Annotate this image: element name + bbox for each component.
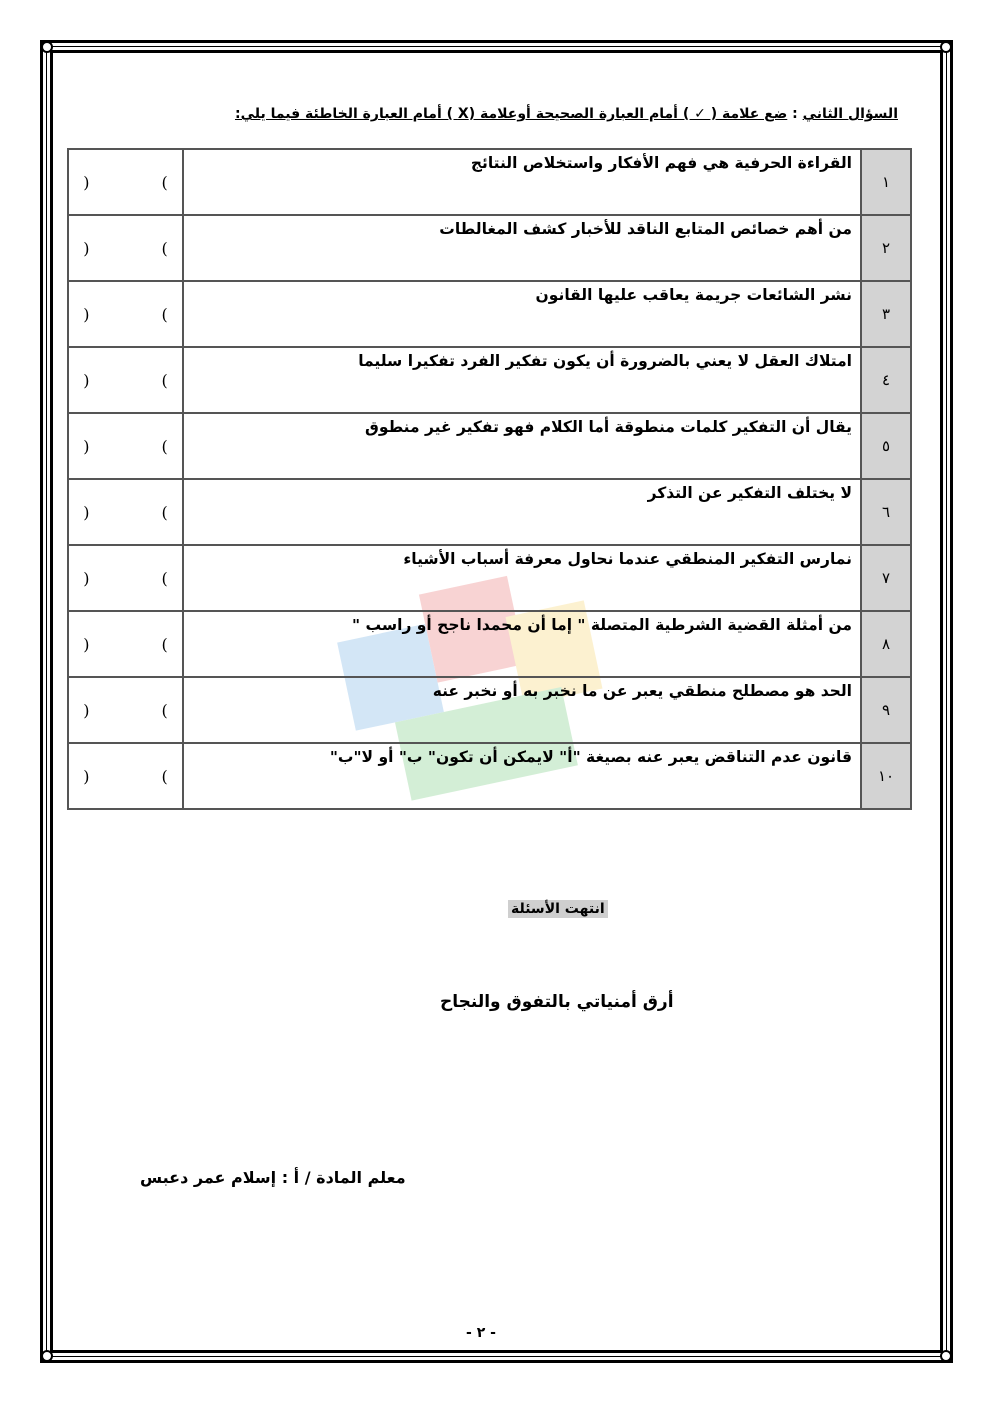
question-number: ٣ bbox=[861, 281, 911, 347]
answer-box[interactable] bbox=[68, 677, 183, 743]
question-heading-instructions: ضع علامة ( ✓ ) أمام العبارة الصحيحة أوعلامة (X ) أمام العبارة الخاطئة فيما يلي: bbox=[234, 106, 788, 122]
question-statement: القراءة الحرفية هي فهم الأفكار واستخلاص النتائج bbox=[183, 149, 861, 215]
answer-open-paren: ) bbox=[83, 172, 90, 192]
teacher-name: معلم المادة / أ : إسلام عمر دعبس bbox=[140, 1168, 406, 1187]
question-statement: نمارس التفكير المنطقي عندما نحاول معرفة أسباب الأشياء bbox=[183, 545, 861, 611]
answer-close-paren: ( bbox=[161, 238, 168, 258]
answer-close-paren: ( bbox=[161, 634, 168, 654]
answer-box[interactable] bbox=[68, 611, 183, 677]
question-number: ٧ bbox=[861, 545, 911, 611]
corner-ornament-icon bbox=[940, 1350, 952, 1362]
answer-open-paren: ) bbox=[83, 238, 90, 258]
answer-open-paren: ) bbox=[83, 370, 90, 390]
question-number: ٥ bbox=[861, 413, 911, 479]
question-number: ١ bbox=[861, 149, 911, 215]
answer-open-paren: ) bbox=[83, 700, 90, 720]
corner-ornament-icon bbox=[41, 41, 53, 53]
true-false-table bbox=[67, 148, 912, 810]
table-row bbox=[68, 611, 911, 677]
answer-open-paren: ) bbox=[83, 634, 90, 654]
table-row bbox=[68, 149, 911, 215]
answer-close-paren: ( bbox=[161, 370, 168, 390]
answer-box[interactable] bbox=[68, 281, 183, 347]
question-statement: امتلاك العقل لا يعني بالضرورة أن يكون تفكير الفرد تفكيرا سليما bbox=[183, 347, 861, 413]
answer-open-paren: ) bbox=[83, 568, 90, 588]
end-of-questions-label: انتهت الأسئلة bbox=[508, 900, 608, 918]
corner-ornament-icon bbox=[940, 41, 952, 53]
question-statement: الحد هو مصطلح منطقي يعبر عن ما نخبر به أو نخبر عنه bbox=[183, 677, 861, 743]
question-number: ٦ bbox=[861, 479, 911, 545]
question-statement: لا يختلف التفكير عن التذكر bbox=[183, 479, 861, 545]
question-number: ١٠ bbox=[861, 743, 911, 809]
question-statement: نشر الشائعات جريمة يعاقب عليها القانون bbox=[183, 281, 861, 347]
table-row bbox=[68, 281, 911, 347]
question-heading-separator: : bbox=[792, 106, 798, 122]
answer-box[interactable] bbox=[68, 347, 183, 413]
answer-box[interactable] bbox=[68, 479, 183, 545]
answer-open-paren: ) bbox=[83, 766, 90, 786]
question-number: ٩ bbox=[861, 677, 911, 743]
table-row bbox=[68, 215, 911, 281]
question-number: ٤ bbox=[861, 347, 911, 413]
page-number: - ٢ - bbox=[466, 1325, 496, 1341]
good-wishes-text: أرق أمنياتي بالتفوق والنجاح bbox=[440, 992, 674, 1012]
table-row bbox=[68, 545, 911, 611]
answer-box[interactable] bbox=[68, 743, 183, 809]
question-statement: قانون عدم التناقض يعبر عنه بصيغة "أ" لايمكن أن تكون" ب" أو لا"ب" bbox=[183, 743, 861, 809]
question-heading-label: السؤال الثاني bbox=[802, 106, 898, 122]
answer-close-paren: ( bbox=[161, 436, 168, 456]
answer-open-paren: ) bbox=[83, 436, 90, 456]
question-number: ٨ bbox=[861, 611, 911, 677]
answer-close-paren: ( bbox=[161, 700, 168, 720]
table-row bbox=[68, 677, 911, 743]
answer-close-paren: ( bbox=[161, 766, 168, 786]
answer-box[interactable] bbox=[68, 149, 183, 215]
answer-close-paren: ( bbox=[161, 502, 168, 522]
answer-box[interactable] bbox=[68, 545, 183, 611]
table-row bbox=[68, 479, 911, 545]
question-statement: يقال أن التفكير كلمات منطوقة أما الكلام فهو تفكير غير منطوق bbox=[183, 413, 861, 479]
answer-box[interactable] bbox=[68, 413, 183, 479]
table-row bbox=[68, 413, 911, 479]
answer-close-paren: ( bbox=[161, 568, 168, 588]
table-row bbox=[68, 743, 911, 809]
question-statement: من أهم خصائص المتابع الناقد للأخبار كشف المغالطات bbox=[183, 215, 861, 281]
answer-box[interactable] bbox=[68, 215, 183, 281]
question-number: ٢ bbox=[861, 215, 911, 281]
answer-open-paren: ) bbox=[83, 304, 90, 324]
answer-close-paren: ( bbox=[161, 172, 168, 192]
corner-ornament-icon bbox=[41, 1350, 53, 1362]
question-statement: من أمثلة القضية الشرطية المتصلة " إما أن محمدا ناجح أو راسب " bbox=[183, 611, 861, 677]
question-heading bbox=[138, 106, 898, 122]
answer-close-paren: ( bbox=[161, 304, 168, 324]
answer-open-paren: ) bbox=[83, 502, 90, 522]
table-row bbox=[68, 347, 911, 413]
